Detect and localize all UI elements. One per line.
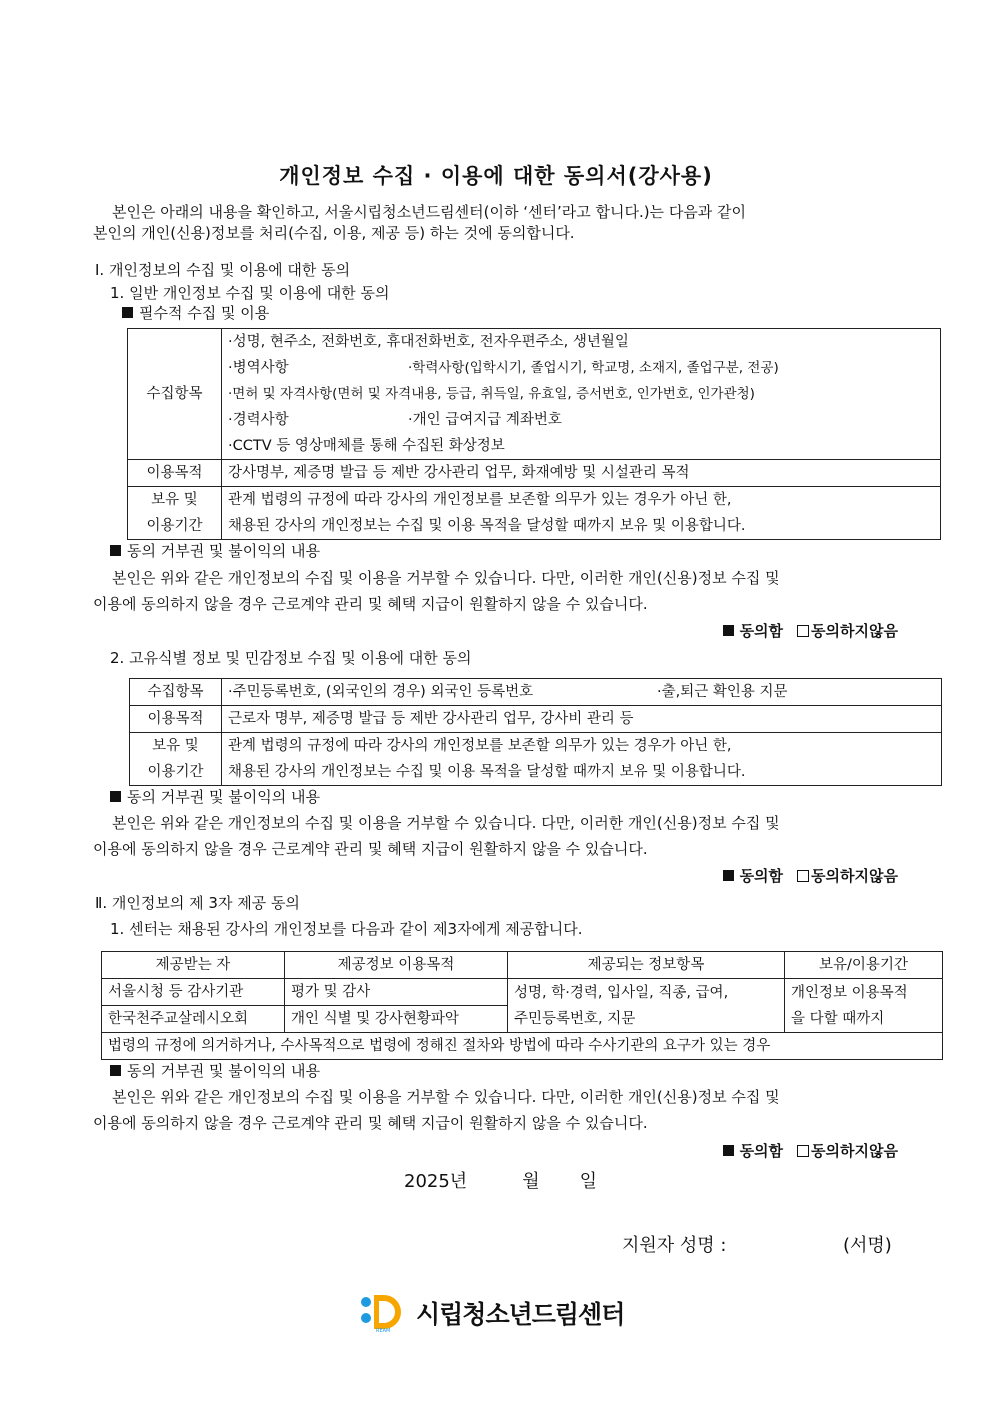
refusal-3-line-2: 이용에 동의하지 않을 경우 근로계약 관리 및 혜택 지급이 원활하지 않을 수 있습니다. — [93, 1114, 648, 1132]
checked-box-icon — [723, 870, 734, 881]
square-bullet-icon — [122, 307, 133, 318]
t2-purpose-label: 이용목적 — [130, 706, 222, 733]
intro-line-1: 본인은 아래의 내용을 확인하고, 서울시립청소년드림센터(이하 ‘센터’라고 합니다.)는 다음과 같이 — [112, 203, 747, 221]
disagree-option-1[interactable] — [797, 622, 898, 640]
refusal-heading-2 — [110, 784, 320, 810]
t2-resident-id: ·주민등록번호, (외국인의 경우) 외국인 등록번호 — [228, 684, 534, 700]
agree-label-2: 동의함 — [739, 867, 784, 885]
t2-collect-label: 수집항목 — [130, 679, 222, 706]
disagree-label-2: 동의하지않음 — [811, 867, 898, 885]
agree-label-3: 동의함 — [739, 1142, 784, 1160]
t2-retention-label — [130, 733, 222, 786]
t1-account: ·개인 급여지급 계좌번호 — [408, 412, 562, 428]
dream-logo-icon — [360, 1293, 408, 1333]
agree-option-1[interactable] — [723, 622, 783, 640]
checked-box-icon — [723, 1145, 734, 1156]
agree-option-3[interactable] — [723, 1142, 783, 1160]
t3-period-1: 개인정보 이용목적 — [791, 984, 908, 1001]
section2-sub1: 1. 센터는 채용된 강사의 개인정보를 다음과 같이 제3자에게 제공합니다. — [110, 920, 583, 938]
t2-collect — [222, 679, 942, 706]
section1-sub2: 2. 고유식별 정보 및 민감정보 수집 및 이용에 대한 동의 — [110, 649, 472, 667]
t2-retention-2: 채용된 강사의 개인정보는 수집 및 이용 목적을 달성할 때까지 보유 및 이용합니다. — [228, 764, 746, 780]
t3-recipient-2: 한국천주교살레시오회 — [102, 1006, 285, 1033]
refusal-2-line-1: 본인은 위와 같은 개인정보의 수집 및 이용을 거부할 수 있습니다. 다만, 이러한 개인(신용)정보 수집 및 — [112, 814, 780, 832]
t3-period-2: 을 다할 때까지 — [791, 1010, 885, 1027]
disagree-option-2[interactable] — [797, 867, 898, 885]
t1-collect-line-1: ·성명, 현주소, 전화번호, 휴대전화번호, 전자우편주소, 생년월일 — [228, 334, 629, 350]
refusal-heading-2-label: 동의 거부권 및 불이익의 내용 — [127, 788, 320, 806]
collection-table-1 — [127, 328, 941, 540]
t1-retention-2: 채용된 강사의 개인정보는 수집 및 이용 목적을 달성할 때까지 보유 및 이용합니다. — [228, 518, 746, 534]
consent-choice-2 — [723, 863, 898, 889]
document-title: 개인정보 수집 · 이용에 대한 동의서(강사용) — [279, 164, 713, 188]
t3-header-items: 제공되는 정보항목 — [508, 952, 785, 979]
refusal-heading-1-label: 동의 거부권 및 불이익의 내용 — [127, 542, 320, 560]
logo-text: 시립청소년드림센터 — [416, 1300, 625, 1329]
t1-collect-label: 수집항목 — [128, 329, 222, 460]
refusal-heading-1 — [110, 538, 320, 564]
intro-line-2: 본인의 개인(신용)정보를 처리(수집, 이용, 제공 등) 하는 것에 동의합니다. — [93, 224, 575, 242]
t3-footer: 법령의 규정에 의거하거나, 수사목적으로 법령에 정해진 절차와 방법에 따라 수사기관의 요구가 있는 경우 — [102, 1033, 943, 1060]
required-label: 필수적 수집 및 이용 — [139, 304, 270, 322]
refusal-heading-3 — [110, 1058, 320, 1084]
t1-retention — [222, 487, 941, 540]
t1-collect-line-4 — [228, 407, 934, 433]
t3-header-period: 보유/이용기간 — [785, 952, 943, 979]
t3-header-recipient: 제공받는 자 — [102, 952, 285, 979]
date-day: 일 — [579, 1171, 597, 1192]
t1-collect-line-5: ·CCTV 등 영상매체를 통해 수집된 화상정보 — [228, 438, 505, 454]
t2-retention-label-2: 이용기간 — [147, 764, 204, 780]
empty-checkbox-icon — [797, 1145, 809, 1157]
section2-heading: Ⅱ. 개인정보의 제 3자 제공 동의 — [95, 894, 300, 912]
section1-sub1: 1. 일반 개인정보 수집 및 이용에 대한 동의 — [110, 284, 390, 302]
t1-education: ·학력사항(입학시기, 졸업시기, 학교명, 소재지, 졸업구분, 전공) — [408, 360, 779, 376]
t1-retention-1: 관계 법령의 규정에 따라 강사의 개인정보를 보존할 의무가 있는 경우가 아닌 한, — [228, 492, 732, 508]
t2-fingerprint: ·출,퇴근 확인용 지문 — [657, 684, 788, 700]
refusal-3-line-1: 본인은 위와 같은 개인정보의 수집 및 이용을 거부할 수 있습니다. 다만, 이러한 개인(신용)정보 수집 및 — [112, 1088, 780, 1106]
t2-retention — [222, 733, 942, 786]
date-month: 월 — [522, 1171, 540, 1192]
square-bullet-icon — [110, 545, 121, 556]
t1-retention-label-2: 이용기간 — [146, 518, 203, 534]
empty-checkbox-icon — [797, 625, 809, 637]
refusal-heading-3-label: 동의 거부권 및 불이익의 내용 — [127, 1062, 320, 1080]
t1-collect-line-3: ·면허 및 자격사항(면허 및 자격내용, 등급, 취득일, 유효일, 증서번호, 인가번호, 인가관청) — [228, 386, 755, 402]
checked-box-icon — [723, 625, 734, 636]
t1-career: ·경력사항 — [228, 412, 289, 428]
consent-choice-1 — [723, 618, 898, 644]
t1-purpose: 강사명부, 제증명 발급 등 제반 강사관리 업무, 화재예방 및 시설관리 목적 — [222, 460, 941, 487]
agree-label-1: 동의함 — [739, 622, 784, 640]
t3-items-1: 성명, 학·경력, 입사일, 직종, 급여, — [514, 984, 729, 1001]
t3-recipient-1: 서울시청 등 감사기관 — [102, 979, 285, 1006]
disagree-label-3: 동의하지않음 — [811, 1142, 898, 1160]
refusal-1-line-2: 이용에 동의하지 않을 경우 근로계약 관리 및 혜택 지급이 원활하지 않을 수 있습니다. — [93, 595, 648, 613]
t3-header-purpose: 제공정보 이용목적 — [285, 952, 508, 979]
refusal-2-line-2: 이용에 동의하지 않을 경우 근로계약 관리 및 혜택 지급이 원활하지 않을 수 있습니다. — [93, 840, 648, 858]
empty-checkbox-icon — [797, 870, 809, 882]
disagree-label-1: 동의하지않음 — [811, 622, 898, 640]
t3-period — [785, 979, 943, 1033]
date-year: 2025년 — [404, 1171, 468, 1192]
t3-items — [508, 979, 785, 1033]
refusal-1-line-1: 본인은 위와 같은 개인정보의 수집 및 이용을 거부할 수 있습니다. 다만, 이러한 개인(신용)정보 수집 및 — [112, 569, 780, 587]
section1-heading: Ⅰ. 개인정보의 수집 및 이용에 대한 동의 — [95, 261, 351, 279]
center-logo — [360, 1293, 624, 1333]
third-party-table — [101, 951, 943, 1060]
t1-collect-items — [222, 329, 941, 460]
t2-retention-label-1: 보유 및 — [152, 738, 199, 754]
t3-purpose-2: 개인 식별 및 강사현황파악 — [285, 1006, 508, 1033]
t1-collect-line-2 — [228, 355, 934, 381]
t1-retention-label — [128, 487, 222, 540]
t3-purpose-1: 평가 및 감사 — [285, 979, 508, 1006]
signature-label: 지원자 성명 : — [622, 1235, 727, 1256]
t2-purpose: 근로자 명부, 제증명 발급 등 제반 강사관리 업무, 강사비 관리 등 — [222, 706, 942, 733]
t1-military: ·병역사항 — [228, 360, 289, 376]
required-heading — [122, 300, 269, 326]
t1-retention-label-1: 보유 및 — [151, 492, 198, 508]
t3-items-2: 주민등록번호, 지문 — [514, 1010, 636, 1027]
disagree-option-3[interactable] — [797, 1142, 898, 1160]
square-bullet-icon — [110, 791, 121, 802]
t2-retention-1: 관계 법령의 규정에 따라 강사의 개인정보를 보존할 의무가 있는 경우가 아닌 한, — [228, 738, 732, 754]
square-bullet-icon — [110, 1065, 121, 1076]
logo-sub-text: REAM — [376, 1328, 391, 1333]
date-line — [404, 1167, 597, 1193]
consent-choice-3 — [723, 1138, 898, 1164]
agree-option-2[interactable] — [723, 867, 783, 885]
signature-mark[interactable]: (서명) — [843, 1235, 892, 1256]
collection-table-2 — [129, 678, 942, 786]
t1-purpose-label: 이용목적 — [128, 460, 222, 487]
